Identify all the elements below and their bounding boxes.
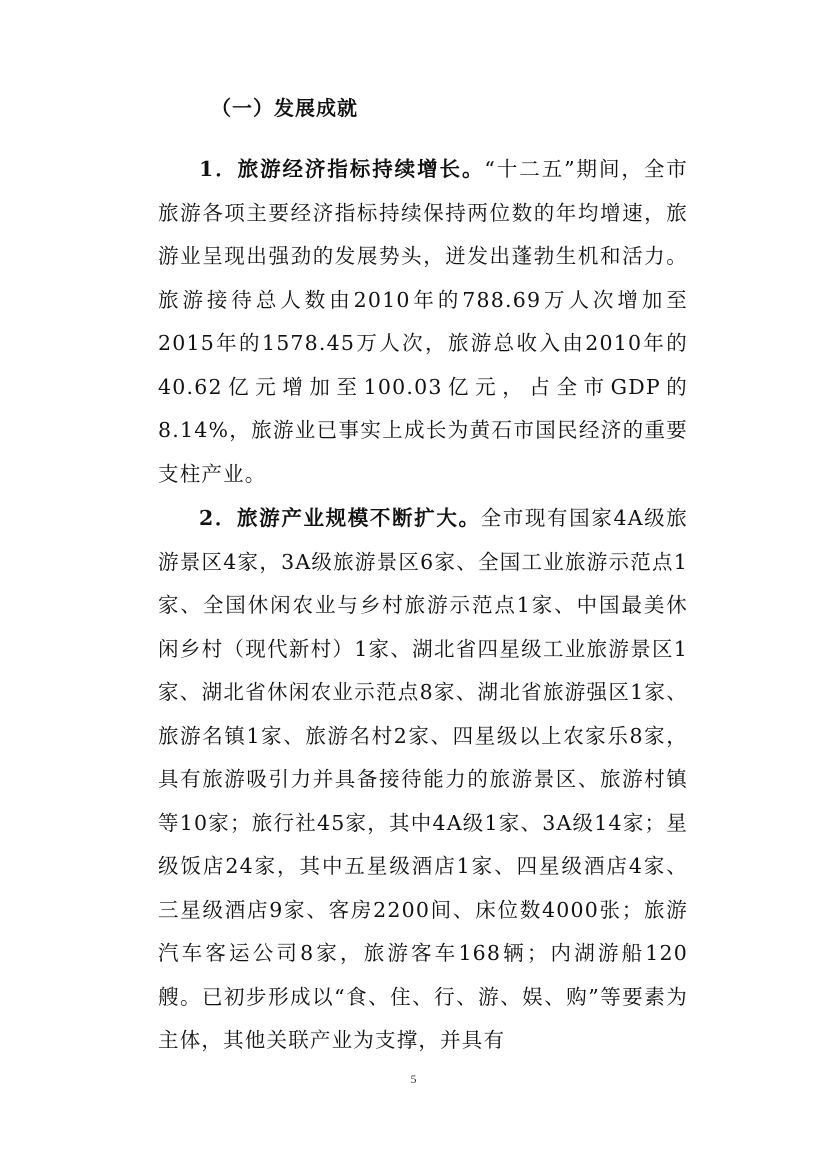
paragraph-tourism-economy xyxy=(158,148,688,496)
paragraph-body-text: 全市现有国家4A级旅游景区4家，3A级旅游景区6家、全国工业旅游示范点1家、全国休闲农业与乡村旅游示范点1家、中国最美休闲乡村（现代新村）1家、湖北省四星级工业旅游景区1家、湖北省休闲农业示范点8家、湖北省旅游强区1家、旅游名镇1家、旅游名村2家、四星级以上农家乐8家，具有旅游吸引力并具备接待能力的旅游景区、旅游村镇等10家；旅行社45家，其中4A级1家、3A级14家；星级饭店24家，其中五星级酒店1家、四星级酒店4家、三星级酒店9家、客房2200间、床位数4000张；旅游汽车客运公司8家，旅游客车168辆；内湖游船120艘。已初步形成以“食、住、行、游、娱、购”等要素为主体，其他关联产业为支撑，并具有 xyxy=(158,506,688,1052)
paragraph-lead-title: 2．旅游产业规模不断扩大。 xyxy=(199,506,481,530)
paragraph-lead-title: 1．旅游经济指标持续增长。 xyxy=(199,157,485,181)
page-number: 5 xyxy=(410,1072,417,1086)
paragraph-industry-scale xyxy=(158,497,688,1063)
paragraph-body-text: “十二五”期间，全市旅游各项主要经济指标持续保持两位数的年均增速，旅游业呈现出强劲的发展势头，迸发出蓬勃生机和活力。旅游接待总人数由2010年的788.69万人次增加至2015年的1578.45万人次，旅游总收入由2010年的40.62亿元增加至100.03亿元，占全市GDP的8.14%，旅游业已事实上成长为黄石市国民经济的重要支柱产业。 xyxy=(158,157,688,486)
section-heading: （一）发展成就 xyxy=(211,96,358,120)
